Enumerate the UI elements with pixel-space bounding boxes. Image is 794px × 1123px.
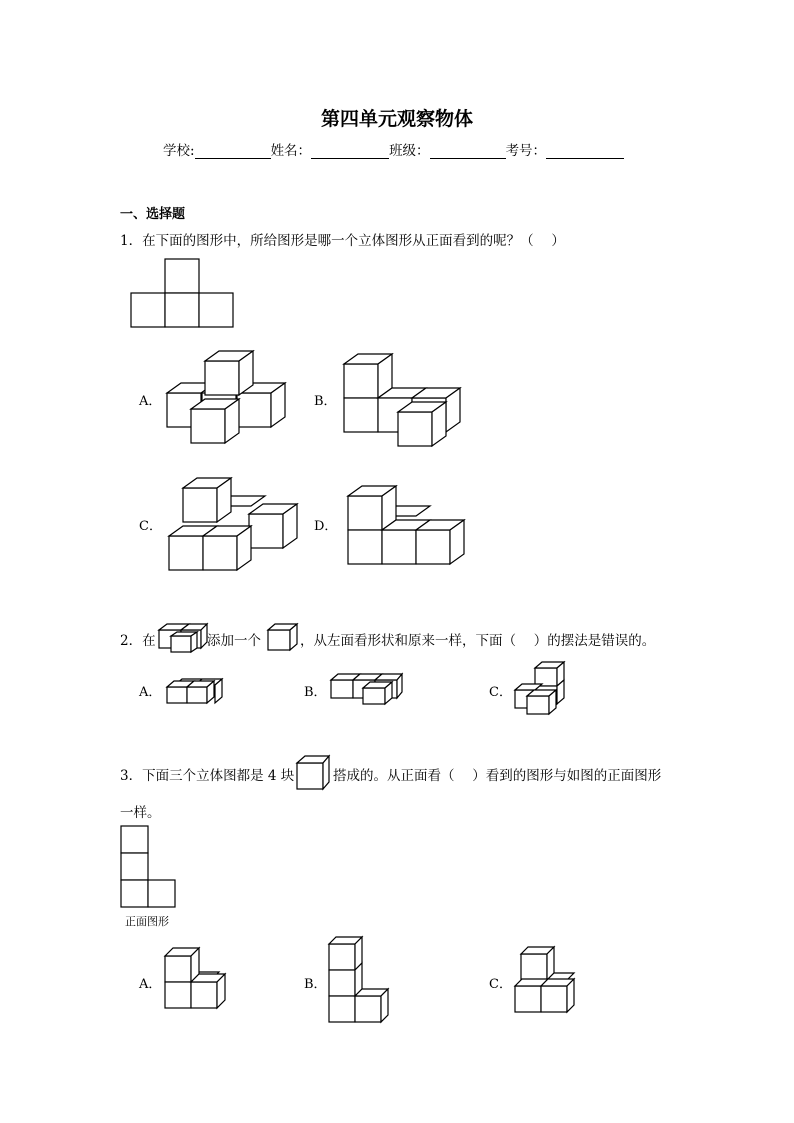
class-blank[interactable]	[430, 144, 506, 159]
q3-option-b-figure[interactable]	[327, 934, 389, 1026]
q2-option-a-label: A．	[139, 685, 162, 700]
q3-option-a-label: A．	[139, 977, 162, 992]
q2-option-c-figure[interactable]	[513, 660, 571, 718]
question-3-line2: 一样。	[120, 805, 161, 821]
q1-option-b-figure[interactable]	[342, 348, 466, 448]
q1-option-d-label: D．	[314, 519, 338, 534]
q2-single-cube-icon	[266, 621, 300, 653]
number-blank[interactable]	[546, 144, 624, 159]
q3-option-c-label: C．	[489, 977, 512, 992]
q1-option-d-figure[interactable]	[346, 480, 470, 566]
school-label: 学校:	[163, 143, 195, 159]
q3-figure-caption: 正面图形	[125, 915, 169, 928]
section-heading: 一、选择题	[120, 207, 186, 222]
number-label: 考号：	[505, 143, 547, 159]
q1-option-c-figure[interactable]	[167, 472, 303, 574]
q1-option-a-label: A．	[139, 394, 162, 409]
q2-option-b-figure[interactable]	[329, 670, 405, 708]
question-1-stem: 1．在下面的图形中，所给图形是哪一个立体图形从正面看到的呢？（ ）	[120, 233, 565, 249]
q2-original-figure	[157, 620, 209, 656]
q1-option-b-label: B．	[314, 394, 337, 409]
question-2-prefix: 2．在	[120, 633, 156, 649]
q1-front-view-figure	[131, 258, 235, 330]
question-3-prefix: 3．下面三个立体图都是 4 块	[120, 768, 295, 784]
q3-option-a-figure[interactable]	[163, 944, 227, 1012]
q3-single-cube-icon	[295, 753, 333, 791]
question-3-suffix: 搭成的。从正面看（ ）看到的图形与如图的正面图形	[333, 768, 662, 784]
q3-option-b-label: B．	[304, 977, 327, 992]
q1-option-a-figure[interactable]	[165, 345, 295, 447]
question-2-suffix: ，从左面看形状和原来一样，下面（ ）的摆法是错误的。	[300, 633, 656, 649]
q2-option-b-label: B．	[304, 685, 327, 700]
q3-option-c-figure[interactable]	[513, 942, 577, 1016]
q2-option-c-label: C．	[489, 685, 512, 700]
name-label: 姓名：	[270, 143, 312, 159]
q1-option-c-label: C．	[139, 519, 162, 534]
question-2-middle: 添加一个	[207, 633, 261, 649]
class-label: 班级：	[389, 143, 430, 159]
student-info-line	[163, 139, 624, 159]
q2-option-a-figure[interactable]	[165, 671, 225, 707]
q3-front-view-figure	[119, 825, 177, 909]
name-blank[interactable]	[311, 144, 389, 159]
school-blank[interactable]	[195, 144, 271, 159]
page-title: 第四单元观察物体	[320, 108, 473, 130]
